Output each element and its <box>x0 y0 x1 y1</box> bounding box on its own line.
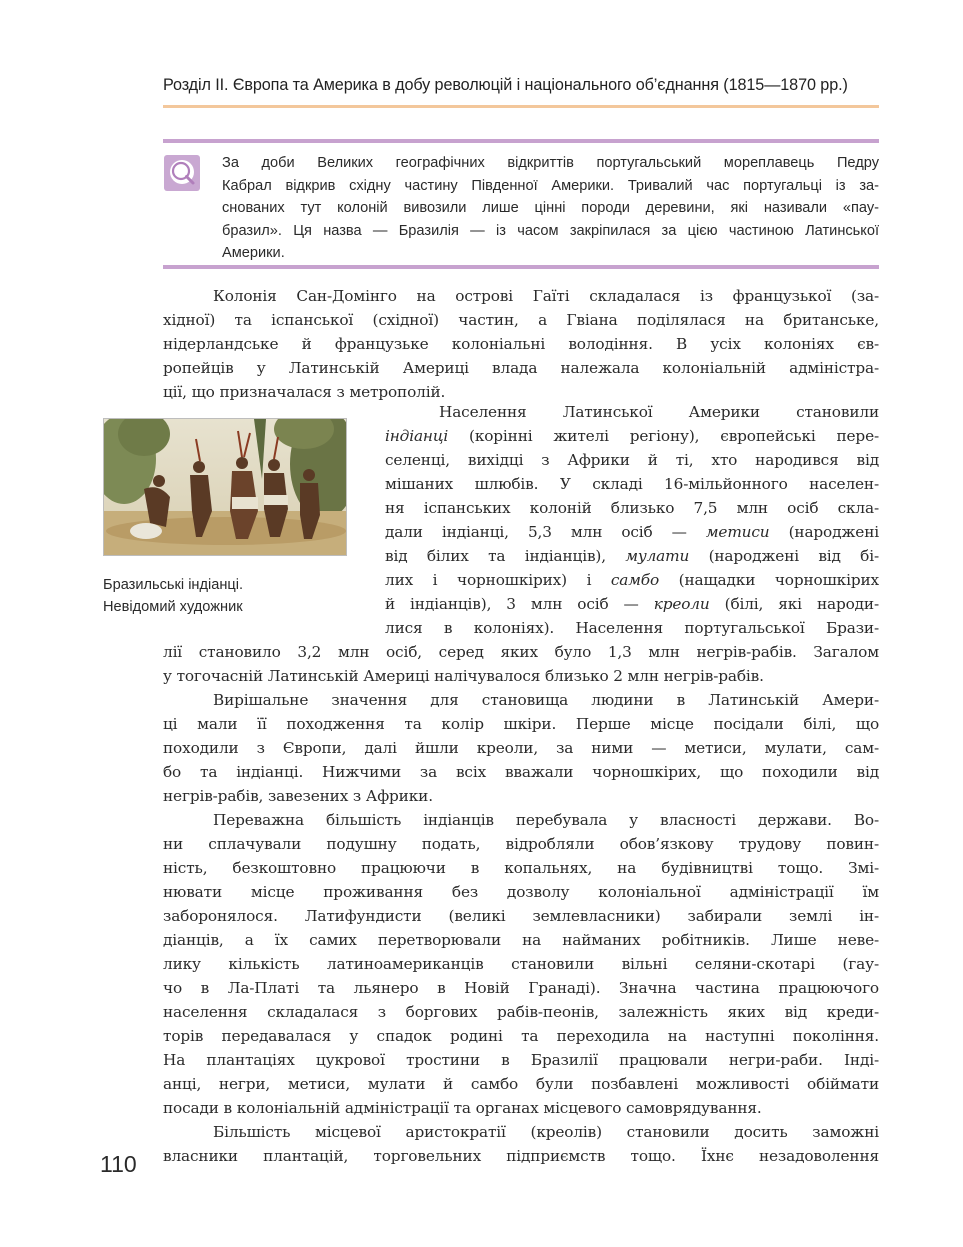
body-line: Більшість місцевої аристократії (креолів) становили досить заможні <box>213 1123 879 1141</box>
note-line: снованих тут колоній вивозили лише цінні породи деревини, які називали «пау- <box>222 200 879 216</box>
page-number: 110 <box>100 1151 137 1177</box>
body-line: торів передавалася у спадок родині та переходила на наступні покоління. <box>163 1027 879 1045</box>
body-line: хідної) та іспанської (східної) частин, а Гвіана поділялася на британське, <box>163 311 879 329</box>
body-line: мішаних шлюбів. У складі 16-мільйонного населен- <box>385 475 879 493</box>
caption-line: Невідомий художник <box>103 599 243 615</box>
body-line: від білих та індіанців), мулати (народжені від бі- <box>385 547 879 565</box>
note-line: бразил». Ця назва — Бразилія — із часом закріпилася за цією частиною Латинської <box>222 222 879 239</box>
body-line: нювати місце проживання без дозволу колоніальної адміністрації їм <box>163 883 879 901</box>
body-line: ни сплачували подушну подать, відробляли обов’язкову трудову повин- <box>163 835 879 853</box>
body-line: анці, негри, метиси, мулати й самбо були позбавлені можливості обіймати <box>163 1075 879 1093</box>
body-line: індіанці (корінні жителі регіону), європейські пере- <box>385 427 879 445</box>
body-line: походили з Європи, далі йшли креоли, за ними — метиси, мулати, сам- <box>163 739 879 757</box>
running-head: Розділ ІІ. Європа та Америка в добу революцій і національного об’єднання (1815—1870 рр.) <box>163 76 848 94</box>
body-line: власники плантацій, торговельних підприємств тощо. Їхнє незадоволення <box>163 1147 879 1165</box>
note-line: Америки. <box>222 245 285 261</box>
body-line: Населення Латинської Америки становили <box>439 403 879 421</box>
body-line: діанців, а їх самих перетворювали на найманих робітників. Лише неве- <box>163 931 879 949</box>
body-line: селенці, вихідці з Африки й ті, хто народився від <box>385 451 879 469</box>
note-line: Кабрал відкрив східну частину Південної Америки. Тривалий час португальці із за- <box>222 177 879 194</box>
body-line: у тогочасній Латинській Америці налічувалося близько 2 млн негрів-рабів. <box>163 667 764 685</box>
term-zambo: самбо <box>610 571 660 589</box>
note-top-rule <box>163 139 879 143</box>
body-line: лих і чорношкірих) і самбо (нащадки чорношкірих <box>385 571 879 589</box>
body-line: ці мали її походження та колір шкіри. Перше місце посідали білі, що <box>163 715 879 733</box>
body-line: чо в Ла-Платі та льянеро в Новій Гранаді). Значна частина працюючого <box>163 979 879 997</box>
body-line: Вирішальне значення для становища людини в Латинській Амери- <box>213 691 879 709</box>
body-line: Колонія Сан-Домінго на острові Гаїті складалася із французької (за- <box>213 287 879 305</box>
body-line: й індіанців), 3 млн осіб — креоли (білі, які народи- <box>385 595 879 613</box>
note-line: За доби Великих географічних відкриттів португальський мореплавець Педру <box>222 155 879 171</box>
magnifier-icon <box>164 155 200 191</box>
body-line: бо та індіанці. Нижчими за всіх вважали чорношкірих, що походили від <box>163 763 879 781</box>
figure-caption <box>103 574 343 618</box>
body-line: ції, що призначалася з метрополій. <box>163 383 446 401</box>
body-line: ня іспанських колоній близько 7,5 млн осіб скла- <box>385 499 879 517</box>
body-line: Переважна більшість індіанців перебувала у власності держави. Во- <box>213 811 879 829</box>
body-line: дали індіанці, 5,3 млн осіб — метиси (народжені <box>385 523 879 541</box>
term-indians: індіанці <box>385 427 449 445</box>
running-head-rule <box>163 105 879 108</box>
body-line: нідерландське й французьке колоніальні володіння. В усіх колоніях єв- <box>163 335 879 353</box>
body-line: посади в колоніальній адміністрації та органах місцевого самоврядування. <box>163 1099 762 1117</box>
body-line: На плантаціях цукрової тростини в Бразилії працювали негри-раби. Інді- <box>163 1051 879 1069</box>
brazilian-indians-painting <box>103 418 347 556</box>
body-line: ропейців у Латинській Америці влада належала колоніальній адміністра- <box>163 359 879 377</box>
term-mulattoes: мулати <box>625 547 690 565</box>
body-line: населення складалася з боргових рабів-пеонів, залежність яких від креди- <box>163 1003 879 1021</box>
info-note <box>222 152 879 265</box>
body-line: заборонялося. Латифундисти (великі землевласники) забирали землі ін- <box>163 907 879 925</box>
body-line: лії становило 3,2 млн осіб, серед яких було 1,3 млн негрів-рабів. Загалом <box>163 643 879 661</box>
body-line: лику кількість латиноамериканців становили вільні селяни-скотарі (гау- <box>163 955 879 973</box>
body-line: негрів-рабів, завезених з Африки. <box>163 787 433 805</box>
term-creoles: креоли <box>653 595 710 613</box>
note-bottom-rule <box>163 265 879 269</box>
body-line: ність, безкоштовно працюючи в копальнях, на будівництві тощо. Змі- <box>163 859 879 877</box>
caption-line: Бразильські індіанці. <box>103 577 244 593</box>
term-mestizos: метиси <box>705 523 770 541</box>
body-line: лися в колоніях). Населення португальської Брази- <box>385 619 879 637</box>
